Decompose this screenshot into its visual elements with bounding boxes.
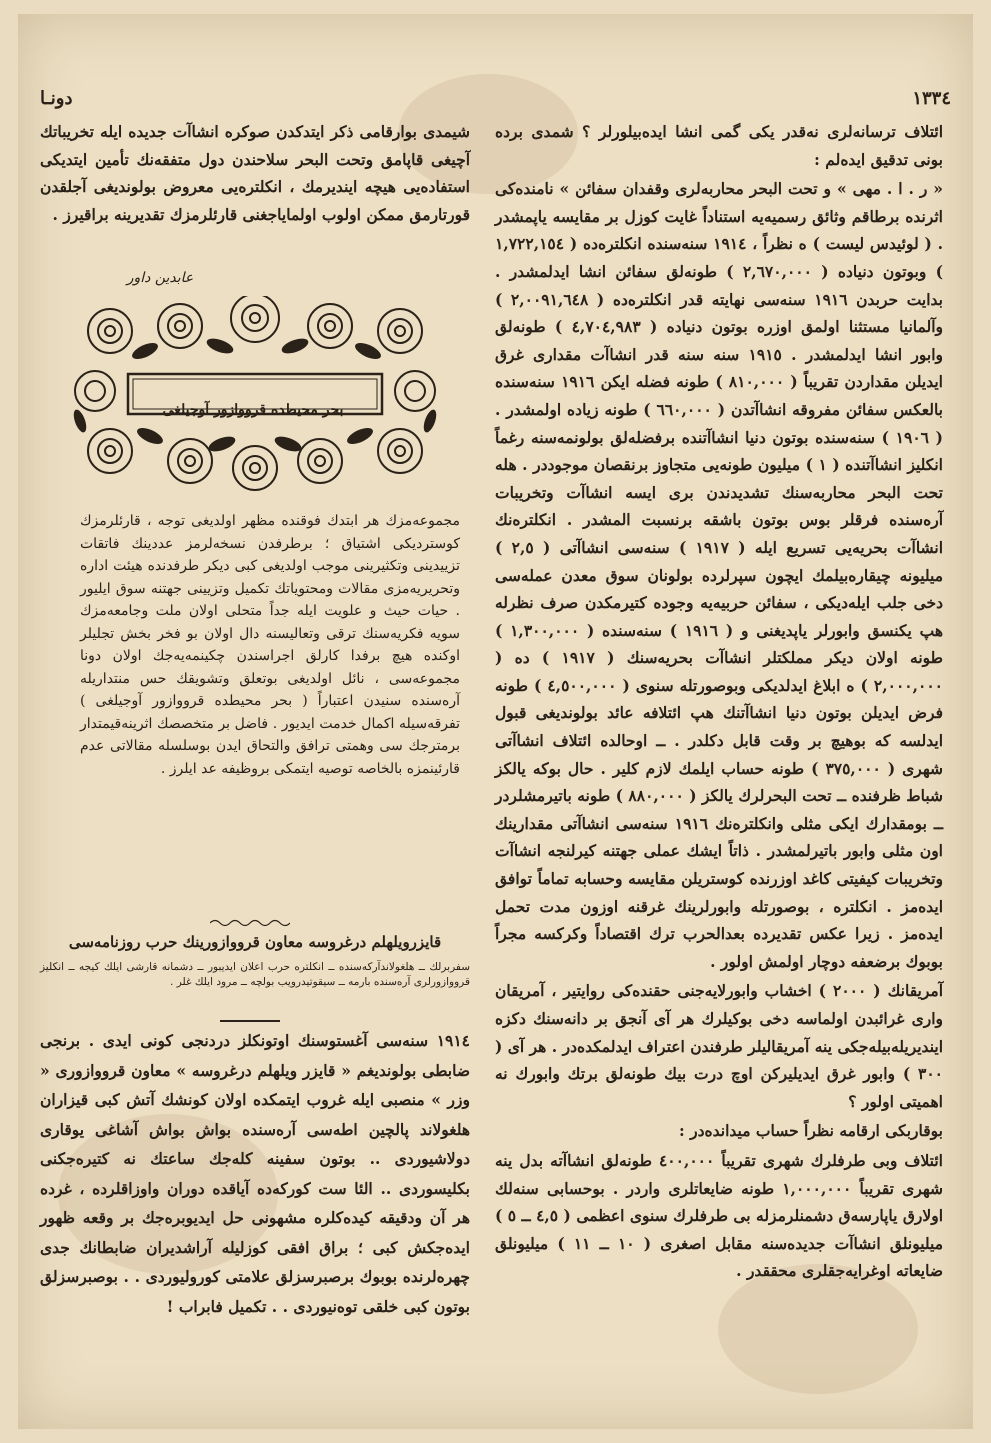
- paragraph: بوقاربکی ارقامه نظراً حساب میدانده‌در :: [679, 1121, 943, 1141]
- paragraph: « ر . ا . مهی » و تحت البحر محاربه‌لری وقفدان سفائن » نامنده‌کی اثرنده برطاقم وثائق رسمیه‌یه استناداً غایت کوزل بر مقایسه یاپمشدر . ( لوئیدس لیست ) ه نظراً ، ١٩١٤ سنه‌سنده انکلتره‌ده ( ١,٧٢٢,١٥٤ ) وبوتون دنیاده ( ٢,٦٧٠,٠٠٠ ) طونه‌لق سفائن انشا ایدلمشدر . بدایت حربدن ١٩١٦ سنه‌سی نهایته قدر انکلتره‌ده ( ٢,٠٠٩١,٦٤٨ ) وآلمانیا مستثنا اولمق اوزره بوتون دنیاده ( ٤,٧٠٤,٩٨٣ ) طونه‌لق وابور انشا ایدلمشدر . ١٩١٥ سنه سنه قدر انشاآت مقداری غرق ایدیلن مقداردن تقریباً ( ٨١٠,٠٠٠ ) طونه فضله ایکن ١٩١٦ سنه‌سنده بالعکس سفائن مفروقه انشاآتدن ( ٦٦٠,٠٠٠ ) طونه زیاده اولمشدر . ( ١٩٠٦ ) سنه‌سنده بوتون دنیا انشاآتنده برفضله‌لق بولونمه‌سنه رغماً انکلیز انشاآتنده ( ١ ) میلیون طونه‌یی متجاوز برنقصان موجوددر . هله تحت البحر محاربه‌سنك تشدیدندن بری ایسه انشاآت وتخریبات آره‌سنده فرقلر بوس بوتون باشقه برنسبت المشدر . انکلتره‌نك انشاآت بحریه‌یی تسریع ایله ( ١٩١٧ ) سنه‌سی انشاآتی ( ٢,٥ ) میلیونه چیقاره‌بیلمك ایچون سپرلرده بولونان سوق معدن عمله‌سی دخی جلب ایله‌دیکی ، سفائن حربیه‌یه وجوده کتیرمکدن صرف نظرله هپ یکنسق وابورلر یاپدیغنی و ( ١٩١٦ ) سنه‌سنده ( ١,٣٠٠,٠٠٠ ) طونه اولان دیکر مملکتلر انشاآت بحریه‌سنك ( ١٩١٧ ) ده ( ٢,٠٠٠,٠٠٠ ) ه ابلاغ ایدلدیکی وبوصورتله سنوی ( ٤,٥٠٠,٠٠٠ ) طونه فرض ایدیلن بوتون دنیا انشاآتنك هپ ائتلافه عائد بولوندیغی قبول ایدلسه که بوهیچ بر وقت قابل دکلدر . ــ اوحالده ائتلاف انشاآتی شهری ( ٣٧٥,٠٠٠ ) طونه حساب ایلمك لازم کلیر . حال بوکه یالکز شباط ظرفنده ــ تحت البحرلرك یالکز ( ٨٨٠,٠٠٠ ) طونه باتیرمشلردر ــ بومقدارك ایکی مثلی وانکلتره‌نك ١٩١٦ سنه‌سی انشاآتی مقدارینك اون مثلی وابور باتیرلمشدر . ذاتاً ایشك عملی جهتنه کیرلنجه انشاآت وتخریبات کیفیتی کاغد اوزرنده کوستریلن مقایسه وحسابه تماماً توافق ایده‌مز . انکلتره ، بوصورتله وابورلرینك غرقنه اوزون مدت تحمل ایده‌مز . زیرا عکس تقدیرده بعدالحرب ترك اقتصاداً وکرکسه مجراً بوبوك برضعفه دوچار اولمش اولور .: [495, 179, 944, 971]
- paragraph: آمریقانك ( ٢٠٠٠ ) اخشاب وابورلایه‌جنی حقنده‌کی روایتیر ، آمریقان واری غرائبدن اولماسه دخی بوکیلرك هر آی آنجق بر دانه‌سنك دکزه ایندیریله‌بیله‌جکی ینه آمریقالیلر طرفندن اعتراف ایدلمکده‌در . هر آی ( ٣٠٠ ) وابور غرق ایدیلیرکن اوچ درت بیك طونه‌لق برتك وابورك نه اهمیتی اولور ؟: [495, 981, 944, 1111]
- paragraph: ائتلاف وبی طرفلرك شهری تقریباً ٤٠٠,٠٠٠ طونه‌لق انشاآته بدل ینه شهری تقریباً ١,٠٠٠,٠٠٠ طونه ضایعاتلری واردر . بوحسابی سنه‌لك اولارق یاپارسه‌ق دشمنلرمزله بی طرفلرك سنوی اعظمی ( ٤,٥ ــ ٥ ) میلیونلق انشاآت جدیده‌سنه مقابل اصغری ( ١٠ ــ ١١ ) میلیونلق ضایعاته اوغرایه‌جقلری محققدر .: [495, 1150, 944, 1281]
- page-header: [40, 88, 951, 112]
- article-subtitle: سفربرلك ــ هلغولاندآرکه‌سنده ــ انکلتره حرب اعلان ایدیبور ــ دشمانه قارشی ایلك کیجه ــ انکلیز قرووازورلری آره‌سنده بارمه ــ سیقوتیدرویب بولچه ــ مرود ایلك غلر .: [40, 961, 470, 988]
- right-column: [495, 118, 943, 1287]
- paragraph: ١٩١٤ سنه‌سی آغستوسنك اوتونکلز دردنجی کونی ایدی . برنجی ضابطی بولوندیغم « قایزر ویلهلم درغروسه » معاون قرووازوری « وزر » منصبی ایله غروب ایتمکده اولان کونشك آتش کبی قیزاران هلغولاند پالچین اطه‌سی آره‌سنده بواش بواش آشاغی یوقاری دولاشیوردی .. بوتون سفینه کله‌جك ساعتك نه کتیره‌جکنی بکلیسوردی .. الئا ست کورکه‌ده آیاقده دوران واوزاقلرده ، غرده هر آن ودقیقه کیده‌کلره مشهونی حل ایدیوبره‌جك بر وقعه ظهور ایده‌جکش کبی ؛ براق افقی کوزلیله آراشدیران ضابطانك جدی چهره‌لرنده بوبوك برصبرسزلق علامتی کورولیوردی . . بوصبرسزلق بوتون کبی خلقی توه‌نیوردی . . تکمیل فابراب !: [40, 1031, 470, 1316]
- author-signature: عابدین داور: [126, 270, 194, 286]
- wavy-divider: [210, 918, 290, 928]
- left-column-top: [40, 118, 470, 230]
- paragraph: ائتلاف ترسانه‌لری نه‌قدر یکی گمی انشا ایده‌بیلورلر ؟ شمدی برده بونی تدقیق ایده‌لم :: [495, 122, 943, 169]
- left-column-bottom: [40, 1026, 470, 1323]
- divider-line: [220, 1020, 280, 1022]
- editorial-note: [80, 510, 460, 782]
- section-banner-title: بحر محیطده قرووازور آوجیلغی: [162, 402, 344, 418]
- paragraph: شیمدی بوارقامی ذکر ایتدکدن صوکره انشاآت جدیده ایله تخریباتك آچیغی قاپامق وتحت البحر سلاحندن دول متفقه‌نك تأمین ایتدیکی استفاده‌یی هیچه ایندیرمك ، انکلتره‌یی معروض بولوندیغی آجلقدن قورتارمق ممکن اولوب اولمایاجغنی قارئلرمزك تقدیرینه براقیرز .: [40, 122, 470, 224]
- paragraph: مجموعه‌مزك هر ابتدك فوقنده مظهر اولدیغی توجه ، قارئلرمزك کوستردیکی اشتیاق ؛ برطرفدن نسخه‌لرمز عددینك فاتقات تزییدینی وتکثیرینی موجب اولدیغی کبی دیکر طرفدنده هیئت اداره وتحریریه‌مزی مقالات ومحتویاتك تکمیل وتزیینی جهتنه سوق ایلیور . حیات حیث و علویت ایله جداً متحلی اولان ملت وجامعه‌مزك سویه فکریه‌سنك ترقی وتعالیسنه دال اولان بو فخر بخش تجلیلر اوکنده هیچ برفدا کارلق اجراسندن چکینمه‌یه‌جك اولان دونا مجموعه‌سی ، نائل اولدیغی بوتعلق وتشویقك حس منتداریله آره‌سنده سنیدن اعتباراً ( بحر محیطده قرووازور آوجیلغی ) تفرقه‌سیله اکمال خدمت ایدیور . فاضل بر متخصصك اثرینه‌قیمتدار برمترجك سی وهمتی ترافق والتحاق ایدن بوسلسله مقالاتی عدم قارئینمزه بالخاصه توصیه ایتمکی بروظیفه عد ایلرز .: [80, 513, 460, 777]
- magazine-title: دونـا: [40, 88, 73, 109]
- page-number: ١٣٣٤: [912, 88, 951, 109]
- article-title: قایزرویلهلم درغروسه معاون قرووازورینك حرب روزنامه‌سی: [68, 933, 442, 951]
